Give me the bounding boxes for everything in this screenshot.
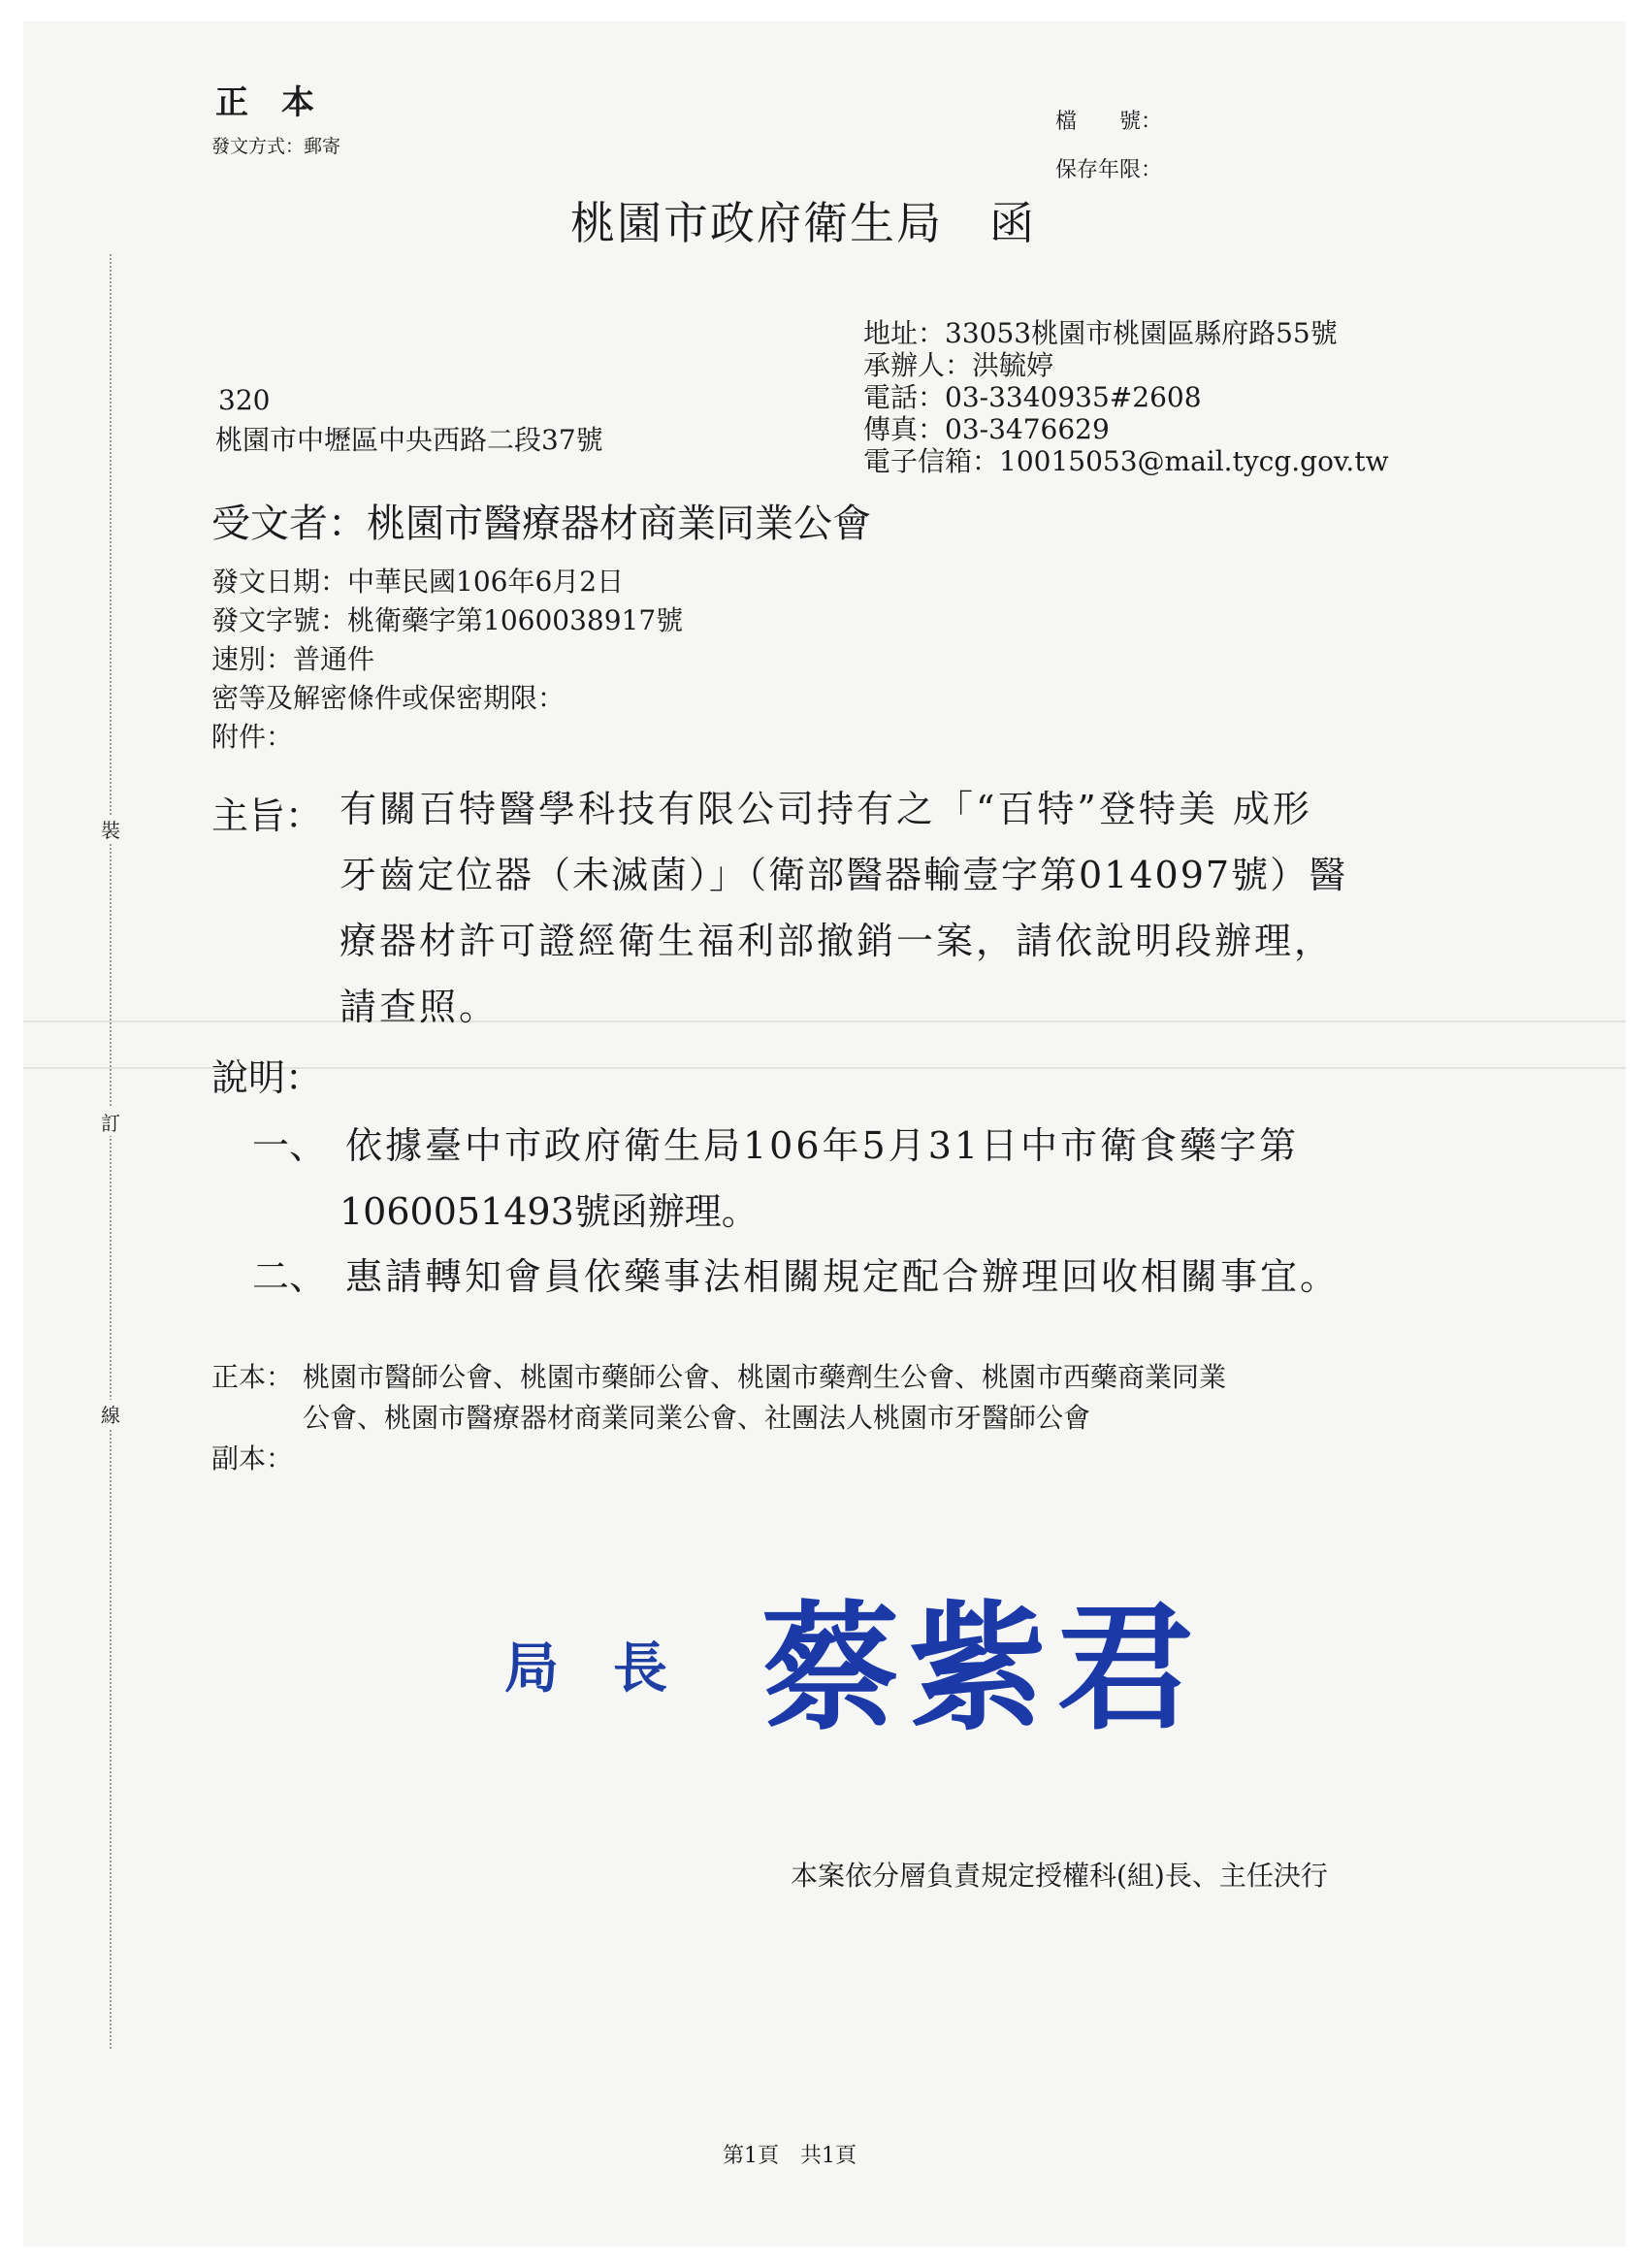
file-number-label: 檔 號：: [1055, 110, 1163, 134]
attachment-label: 附件：: [211, 721, 294, 753]
subject-line-2: 牙齒定位器（未滅菌）」（衛部醫器輸壹字第014097號）醫: [340, 854, 1348, 896]
original-recipients-line-2: 公會、桃園市醫療器材商業同業公會、社團法人桃園市牙醫師公會: [303, 1402, 1091, 1434]
binding-char-zhuang: 裝: [97, 815, 124, 843]
explanation-item-2-number: 二、: [252, 1255, 327, 1298]
send-method: 發文方式：郵寄: [211, 136, 341, 157]
subject-line-4: 請查照。: [340, 986, 500, 1028]
fold-crease: [23, 1021, 1626, 1022]
issue-date: 發文日期：中華民國106年6月2日: [211, 566, 625, 598]
binding-dotted-line: [110, 254, 112, 2049]
speed-class: 速別：普通件: [211, 643, 375, 675]
copy-type-label: 正 本: [215, 83, 314, 122]
document-title: 桃園市政府衛生局 函: [570, 197, 1036, 249]
recipient-postal-code: 320: [218, 384, 271, 416]
explanation-item-1-line-2: 1060051493號函辦理。: [340, 1190, 759, 1233]
signatory-title: 局 長: [504, 1636, 667, 1701]
sender-phone: 電話：03-3340935#2608: [863, 381, 1202, 413]
recipient-street: 桃園市中壢區中央西路二段37號: [215, 424, 603, 456]
page-number: 第1頁 共1頁: [723, 2144, 857, 2168]
sender-address: 地址：33053桃園市桃園區縣府路55號: [863, 317, 1338, 349]
subject-line-1: 有關百特醫學科技有限公司持有之「“百特”登特美 成形: [340, 788, 1312, 830]
explanation-item-1-number: 一、: [252, 1124, 327, 1167]
sender-contact: 承辦人：洪毓婷: [863, 349, 1054, 381]
document-number: 發文字號：桃衛藥字第1060038917號: [211, 604, 684, 636]
binding-char-xian: 線: [97, 1400, 124, 1428]
subject-line-3: 療器材許可證經衛生福利部撤銷一案，請依說明段辦理，: [340, 920, 1335, 962]
explanation-item-1-line-1: 依據臺中市政府衛生局106年5月31日中市衛食藥字第: [345, 1124, 1300, 1167]
original-recipients-label: 正本：: [211, 1361, 294, 1393]
retention-label: 保存年限：: [1055, 158, 1163, 182]
authorization-note: 本案依分層負責規定授權科(組)長、主任決行: [791, 1860, 1328, 1892]
original-recipients-line-1: 桃園市醫師公會、桃園市藥師公會、桃園市藥劑生公會、桃園市西藥商業同業: [303, 1361, 1227, 1393]
subject-label: 主旨：: [211, 794, 323, 837]
signatory-name: 蔡紫君: [761, 1589, 1204, 1749]
binding-char-ding: 訂: [97, 1108, 124, 1136]
copy-recipients-label: 副本：: [211, 1442, 294, 1474]
sender-email: 電子信箱：10015053@mail.tycg.gov.tw: [863, 445, 1389, 477]
sender-fax: 傳真：03-3476629: [863, 413, 1110, 445]
explanation-label: 說明：: [211, 1056, 323, 1099]
explanation-item-2-line-1: 惠請轉知會員依藥事法相關規定配合辦理回收相關事宜。: [345, 1255, 1341, 1298]
addressee: 受文者：桃園市醫療器材商業同業公會: [211, 502, 871, 546]
secrecy-level: 密等及解密條件或保密期限：: [211, 682, 566, 714]
